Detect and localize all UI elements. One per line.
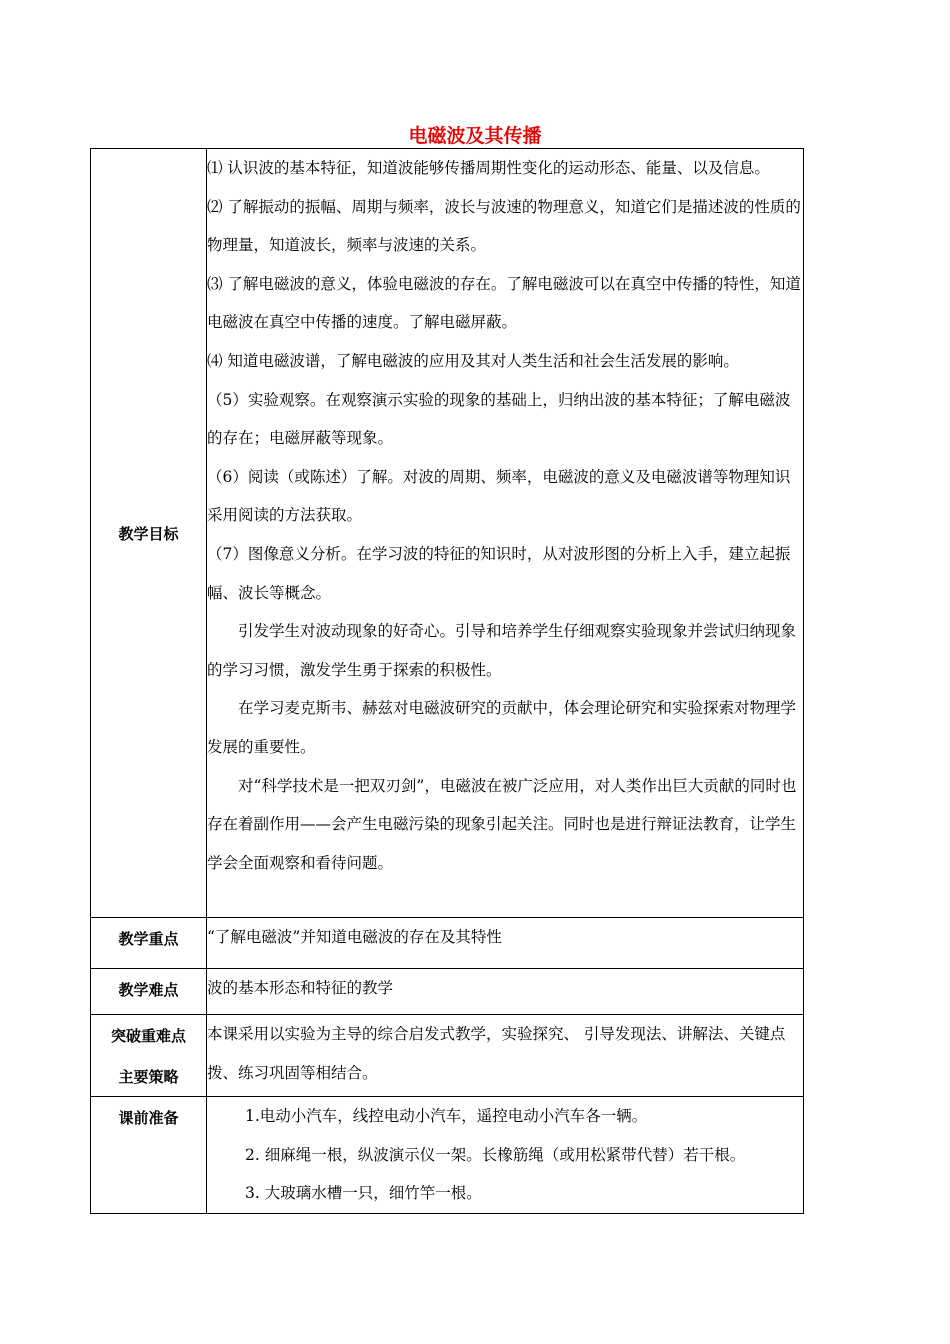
key-point-content bbox=[207, 918, 804, 969]
key-point-label bbox=[91, 918, 207, 969]
objective-item: ⑷ 知道电磁波谱，了解电磁波的应用及其对人类生活和社会生活发展的影响。 bbox=[207, 351, 739, 370]
preparation-label-text: 课前准备 bbox=[118, 1109, 179, 1128]
objective-item: ⑶ 了解电磁波的意义，体验电磁波的存在。了解电磁波可以在真空中传播的特性，知道电磁波在真空中传播的速度。了解电磁屏蔽。 bbox=[207, 274, 801, 332]
page-title: 电磁波及其传播 bbox=[408, 125, 542, 147]
strategy-content bbox=[207, 1015, 804, 1097]
objectives-content bbox=[207, 149, 804, 918]
strategy-label bbox=[91, 1015, 207, 1097]
difficulty-label-text: 教学难点 bbox=[118, 981, 179, 999]
lesson-plan-table bbox=[90, 148, 804, 1214]
preparation-row bbox=[91, 1097, 804, 1214]
objectives-row bbox=[91, 149, 804, 918]
key-point-text: “了解电磁波”并知道电磁波的存在及其特性 bbox=[207, 928, 502, 946]
objective-item: （5）实验观察。在观察演示实验的现象的基础上，归纳出波的基本特征；了解电磁波的存在；电磁屏蔽等现象。 bbox=[207, 390, 791, 448]
objectives-label: 教学目标 bbox=[91, 149, 207, 918]
difficulty-content bbox=[207, 969, 804, 1015]
objective-item: ⑵ 了解振动的振幅、周期与频率，波长与波速的物理意义，知道它们是描述波的性质的物理量，知道波长，频率与波速的关系。 bbox=[207, 197, 801, 255]
key-point-row bbox=[91, 918, 804, 969]
objective-paragraph: 在学习麦克斯韦、赫兹对电磁波研究的贡献中，体会理论研究和实验探索对物理学发展的重要性。 bbox=[207, 699, 797, 756]
objective-paragraph: 对“科学技术是一把双刃剑”，电磁波在被广泛应用，对人类作出巨大贡献的同时也存在着副作用——会产生电磁污染的现象引起关注。同时也是进行辩证法教育，让学生学会全面观察和看待问题。 bbox=[207, 776, 797, 872]
strategy-label-line: 突破重难点 bbox=[110, 1027, 186, 1045]
strategy-text: 本课采用以实验为主导的综合启发式教学，实验探究、 引导发现法、讲解法、关键点拨、练习巩固等相结合。 bbox=[207, 1025, 786, 1082]
strategy-label-line: 主要策略 bbox=[118, 1067, 179, 1086]
key-point-label-text: 教学重点 bbox=[118, 930, 179, 948]
preparation-item: 3. 大玻璃水槽一只，细竹竿一根。 bbox=[245, 1184, 482, 1203]
difficulty-row bbox=[91, 969, 804, 1015]
objective-item: ⑴ 认识波的基本特征，知道波能够传播周期性变化的运动形态、能量、以及信息。 bbox=[207, 159, 770, 177]
difficulty-label bbox=[91, 969, 207, 1015]
preparation-item: 2. 细麻绳一根，纵波演示仪一架。长橡筋绳（或用松紧带代替）若干根。 bbox=[245, 1145, 746, 1164]
objective-item: （7）图像意义分析。在学习波的特征的知识时，从对波形图的分析上入手，建立起振幅、波长等概念。 bbox=[207, 544, 791, 602]
objective-item: （6）阅读（或陈述）了解。对波的周期、频率，电磁波的意义及电磁波谱等物理知识采用阅读的方法获取。 bbox=[207, 467, 791, 525]
difficulty-text: 波的基本形态和特征的教学 bbox=[207, 979, 394, 997]
objective-paragraph: 引发学生对波动现象的好奇心。引导和培养学生仔细观察实验现象并尝试归纳现象的学习习惯，激发学生勇于探索的积极性。 bbox=[207, 622, 797, 679]
preparation-content bbox=[207, 1097, 804, 1214]
preparation-item: 1.电动小汽车，线控电动小汽车，遥控电动小汽车各一辆。 bbox=[245, 1107, 648, 1126]
strategy-row bbox=[91, 1015, 804, 1097]
preparation-label bbox=[91, 1097, 207, 1214]
